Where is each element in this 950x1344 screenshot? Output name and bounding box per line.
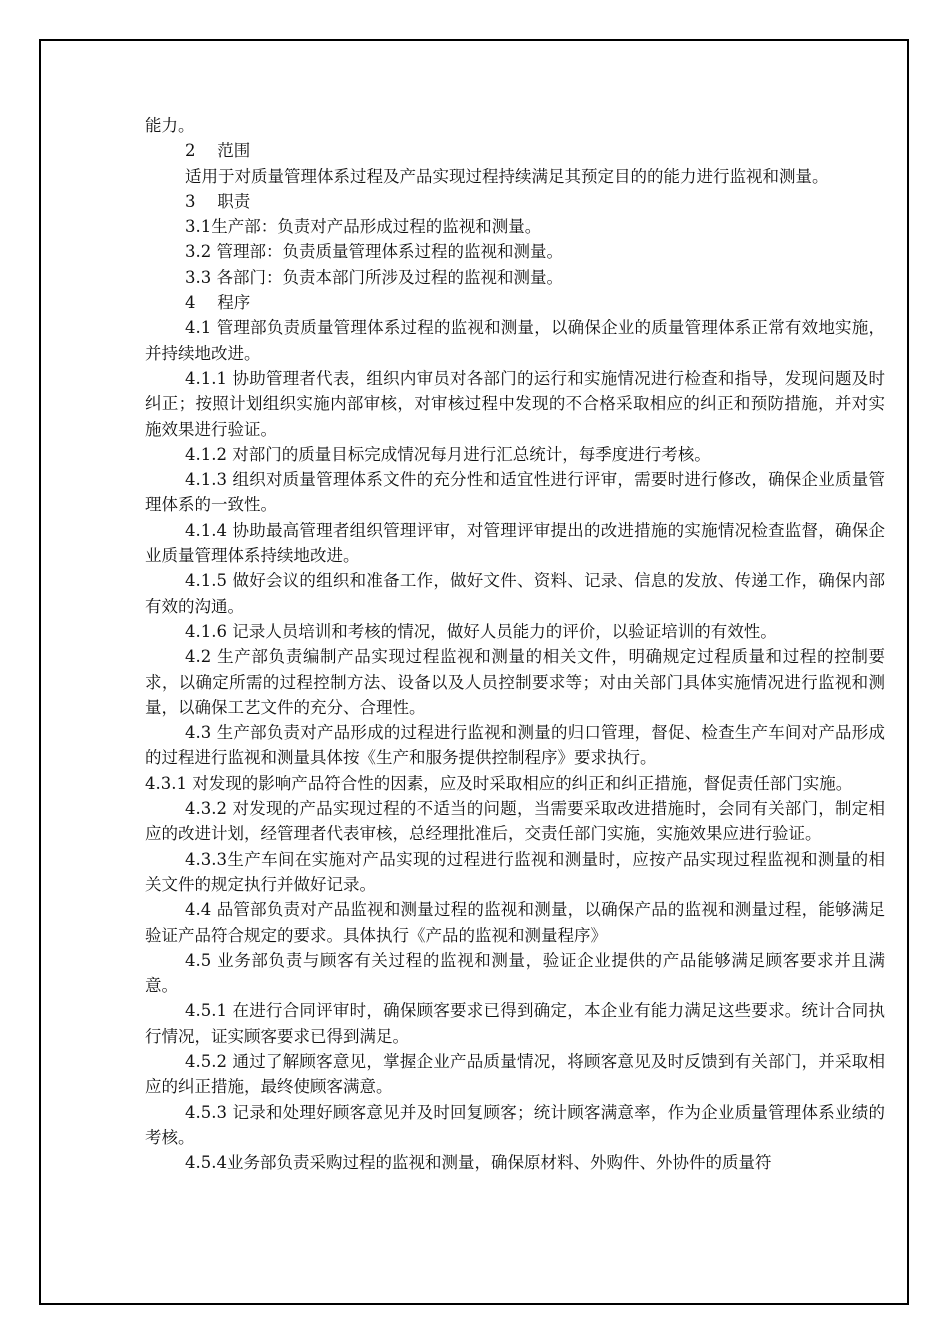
paragraph: 3.2 管理部：负责质量管理体系过程的监视和测量。: [185, 242, 563, 262]
paragraph: 4.3.2 对发现的产品实现过程的不适当的问题，当需要采取改进措施时，会同有关部门，制定相应的改进计划，经管理者代表审核，总经理批准后，交责任部门实施，实施效果应进行验证。: [145, 799, 885, 844]
paragraph: 4.5.2 通过了解顾客意见，掌握企业产品质量情况，将顾客意见及时反馈到有关部门，并采取相应的纠正措施，最终使顾客满意。: [145, 1051, 885, 1097]
paragraph: 3.3 各部门：负责本部门所涉及过程的监视和测量。: [185, 267, 563, 287]
paragraph: 4.3.3生产车间在实施对产品实现的过程进行监视和测量时，应按产品实现过程监视和测量的相关文件的规定执行并做好记录。: [145, 849, 885, 894]
paragraph: 4.3.1 对发现的影响产品符合性的因素，应及时采取相应的纠正和纠正措施，督促责任部门实施。: [145, 773, 853, 793]
paragraph: 4.1.3 组织对质量管理体系文件的充分性和适宜性进行评审，需要时进行修改，确保企业质量管理体系的一致性。: [145, 470, 885, 515]
paragraph: 能力。: [145, 116, 195, 135]
paragraph: 4.1.2 对部门的质量目标完成情况每月进行汇总统计，每季度进行考核。: [185, 444, 711, 464]
paragraph: 4.5.4业务部负责采购过程的监视和测量，确保原材料、外购件、外协件的质量符: [185, 1153, 772, 1173]
paragraph: 3.1生产部：负责对产品形成过程的监视和测量。: [185, 217, 542, 237]
paragraph: 适用于对质量管理体系过程及产品实现过程持续满足其预定目的的能力进行监视和测量。: [185, 166, 829, 186]
section-heading-scope: 2 范围: [185, 141, 251, 161]
paragraph: 4.4 品管部负责对产品监视和测量过程的监视和测量，以确保产品的监视和测量过程，能够满足验证产品符合规定的要求。具体执行《产品的监视和测量程序》: [145, 900, 885, 945]
paragraph: 4.1.5 做好会议的组织和准备工作，做好文件、资料、记录、信息的发放、传递工作，确保内部有效的沟通。: [145, 571, 885, 616]
paragraph: 4.1.6 记录人员培训和考核的情况，做好人员能力的评价，以验证培训的有效性。: [185, 621, 777, 641]
document-body: [145, 113, 885, 1175]
paragraph: 4.5 业务部负责与顾客有关过程的监视和测量，验证企业提供的产品能够满足顾客要求并且满意。: [145, 950, 885, 996]
paragraph: 4.3 生产部负责对产品形成的过程进行监视和测量的归口管理，督促、检查生产车间对产品形成的过程进行监视和测量具体按《生产和服务提供控制程序》要求执行。: [145, 723, 885, 768]
section-heading-responsibilities: 3 职责: [185, 191, 251, 211]
paragraph: 4.5.1 在进行合同评审时，确保顾客要求已得到确定，本企业有能力满足这些要求。统计合同执行情况，证实顾客要求已得到满足。: [145, 1001, 885, 1046]
paragraph: 4.1.1 协助管理者代表，组织内审员对各部门的运行和实施情况进行检查和指导，发现问题及时纠正；按照计划组织实施内部审核，对审核过程中发现的不合格采取相应的纠正和预防措施，并对实施效果进行验证。: [145, 368, 885, 439]
paragraph: 4.2 生产部负责编制产品实现过程监视和测量的相关文件，明确规定过程质量和过程的控制要求，以确定所需的过程控制方法、设备以及人员控制要求等；对由关部门具体实施情况进行监视和测量，以确保工艺文件的充分、合理性。: [145, 647, 885, 717]
section-heading-procedure: 4 程序: [185, 293, 251, 313]
paragraph: 4.5.3 记录和处理好顾客意见并及时回复顾客；统计顾客满意率，作为企业质量管理体系业绩的考核。: [145, 1102, 885, 1147]
paragraph: 4.1 管理部负责质量管理体系过程的监视和测量，以确保企业的质量管理体系正常有效地实施，并持续地改进。: [145, 318, 885, 363]
paragraph: 4.1.4 协助最高管理者组织管理评审，对管理评审提出的改进措施的实施情况检查监督，确保企业质量管理体系持续地改进。: [145, 520, 885, 566]
